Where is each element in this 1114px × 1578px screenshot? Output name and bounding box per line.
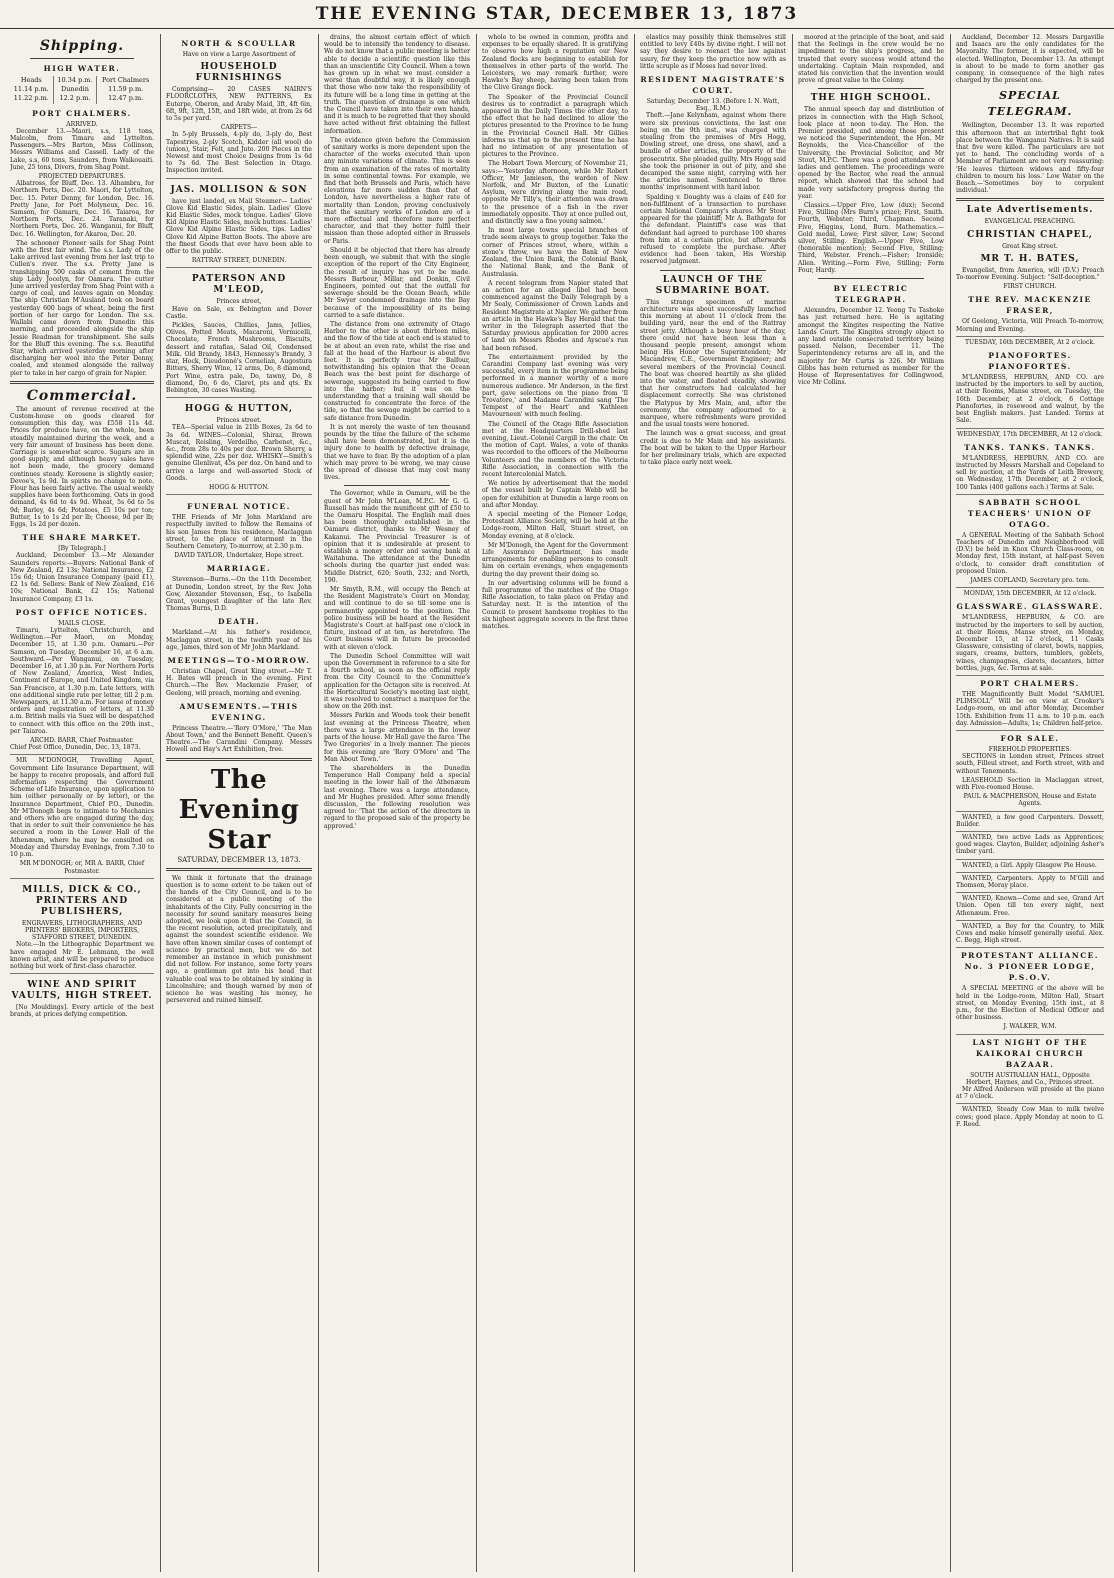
news-paragraph: A recent telegram from Napier stated that an action for an alleged libel had been commenced against the Daily Telegraph by a Mr Sealy, Commissioner of Crown Lands and Resident Magistrate at Napier. We gather from an article in the Hawke's Bay Herald that the writer in the Telegraph asserted that the Saturday previous application for 2000 acres of land on Messrs Rhodes and Ayscue's run had been refused. — [482, 279, 628, 352]
fraser-heading: THE REV. MACKENZIE FRASER, — [968, 295, 1092, 316]
page-columns — [10, 34, 1104, 1572]
column-rule — [476, 34, 477, 1572]
glassware-heading: GLASSWARE. GLASSWARE. — [956, 602, 1104, 612]
auction-text: M'LANDRESS, HEPBURN, & CO. are instructed by the importers to sell by auction, at their Rooms, Manse street, on Monday, December 15, at 12 o'clock, 11 Casks Glassware, consisting of claret, bowls, nappies, sugars, creams, butters, tumblers, goblets, wines, champagnes, clarets, decanters, bitter bottles, jugs, &c. Terms at sale. — [956, 614, 1104, 672]
divider — [30, 58, 134, 59]
sabbath-heading: SABBATH SCHOOL TEACHERS' UNION OF OTAGO. — [956, 494, 1104, 530]
paterson-sub: Princes street, — [216, 298, 262, 306]
post-text: Timaru, Lyttelton, Christchurch, and Wellington.—Per Maori, on Monday, December 15, at 1.30 p.m. Oamaru.—Per Samson, on Tuesday, December 16, at 6 a.m. Southward.—Per Wanganui, on Tuesday, December 16, at 1.30 p.m. For Northern Ports of New Zealand, America, West Indies, Continent of Europe, and United Kingdom, via San Francisco, at 1.30 p.m. Late letters, with one additional single rate per letter, till 2 p.m. Newspapers, at 11.30 a.m. For issue of money orders and registration of letters, at 11.30 a.m. British mails via Suez will be despatched to connect with this office on the 29th inst., per Taiaroa. — [10, 627, 154, 735]
arrived-label: ARRIVED. — [66, 120, 98, 128]
special-telegram-heading: SPECIAL TELEGRAM. — [987, 89, 1073, 119]
hogg-heading: HOGG & HUTTON, — [184, 404, 294, 415]
meetings-heading: MEETINGS—TO-MORROW. — [167, 655, 311, 665]
bazaar-heading: LAST NIGHT OF THE KAIKORAI CHURCH BAZAAR. — [956, 1034, 1104, 1070]
sections-text: SECTIONS in London street, Princes street south, Filleul street, and Forth street, with and without Tenements. — [956, 753, 1104, 775]
protestant-sign: J. WALKER, W.M. — [1003, 1023, 1057, 1031]
tide-cell: 11.14 p.m. — [10, 85, 53, 94]
fraser-text: Of Geelong, Victoria, Will Preach To-morrow, Morning and Evening. — [956, 318, 1104, 333]
hogg-text: TEA—Special value in 21lb Boxes, 2s 6d to 3s 6d. WINES—Colonial, Shiraz, Brown Muscat, Reisling, Verdeilho, Carbenet, &c., &c., from 28s to 40s per doz. Brown Sherry, a splendid wine, 22s per doz. WHISKY—Smith's genuine Glenlivat, 45s per doz. On hand and to arrive a large and well-assorted Stock of Goods. — [166, 424, 312, 482]
marriage-heading: MARRIAGE. — [206, 564, 272, 574]
rm-court-text: Spalding v. Doughty was a claim of £40 for non-fulfilment of a transaction to purchase certain National Company's shares. Mr Stout appeared for the plaintiff; Mr A. Bathgate for the defendant. Plaintiff's case was that defendant had agreed to purchase 100 shares from him at a certain price, but afterwards refused to complete the purchase. After evidence had been taken, His Worship reserved judgment. — [640, 193, 786, 266]
divider — [344, 485, 450, 486]
evangelical-heading: EVANGELICAL PREACHING. — [984, 218, 1076, 226]
article-paragraph: drains, the almost certain effect of which would be to intensify the tendency to disease. We do not know that a public meeting is better able to decide a scientific question like this than an unscientific City Council. When a town has grown up in what we must consider a worse than doubtful way, it is likely enough that those who now take the responsibility of its future will be a long time in getting at the truth. The question of drainage is one which the Council have taken into their own hands, and it is much to be regretted that they should have acted without first obtaining the fullest information. — [324, 34, 470, 135]
mollison-text: have just landed, ex Mail Steamer— Ladies' Glove Kid Elastic Sides, plain. Ladies' Glove Kid Elastic Sides, mock tongue. Ladies' Glove Kid Alpine Elastic Sides, mock buttons. Ladies' Glove Kid Alpine Elastic Sides, tips. Ladies' Glove Kid Alpine Button Boots. The above are the finest Goods that ever have been able to offer to the public. — [166, 197, 312, 256]
mdonogh-sign: MR M'DONOGH; or, MR A. BARR, Chief Postmaster. — [19, 860, 145, 875]
divider — [818, 88, 924, 89]
funeral-heading: FUNERAL NOTICE. — [187, 502, 291, 512]
tanks-heading: TANKS. TANKS. TANKS. — [964, 442, 1096, 452]
mills-note: Note.—In the Lithographic Department we have engaged Mr E. Lehmann, the well known artist, and will be prepared to produce nothing but work of first-class character. — [10, 941, 154, 970]
tuesday-sale: TUESDAY, 16th DECEMBER, At 2 o'clock. — [956, 336, 1104, 346]
tide-cell: Dunedin — [53, 85, 97, 94]
wanted-ad: WANTED, Steady Cow Man to milk twelve cows; good place. Apply Monday at noon to G. F. Reed. — [956, 1103, 1104, 1128]
article-paragraph: It is not merely the waste of ten thousand pounds by the time the failure of the scheme shall have been demonstrated, but it is the injury done to health by defective drainage, that we have to fear. By the adoption of a plan which may prove to be wrong, we may cause the spread of disease that may cost many lives. — [324, 423, 470, 482]
protestant-heading: PROTESTANT ALLIANCE. No. 3 PIONEER LODGE, P.S.O.V. — [956, 947, 1104, 983]
column-7 — [956, 34, 1104, 1572]
monday-sale: MONDAY, 15th DECEMBER, At 12 o'clock. — [956, 587, 1104, 597]
scoullar-heading: NORTH & SCOULLAR — [181, 39, 297, 48]
news-paragraph: Mr M'Donogh, the Agent for the Government Life Assurance Department, has made arrangements for enabling persons to consult him on certain evenings, when engagements during the day prevent their doing so. — [482, 541, 628, 578]
agent-sign: PAUL & MACPHERSON, House and Estate Agents. — [963, 793, 1097, 808]
tide-cell: Heads — [10, 76, 53, 85]
tide-cell: 11.59 p.m. — [108, 85, 144, 94]
rm-court-text: Theft.—Jane Kelynham, against whom there were six previous convictions, the last one being on the 9th inst., was charged with stealing from the premises of Mrs Hogg, Dowling street, one dress, one shawl, and a bundle of other articles, the property of the prosecutrix. She pleaded guilty. Mrs Hogg said she took the prisoner in out of pity, and she decamped the same night, carrying with her the articles named. Sentenced to three months' imprisonment with hard labor. — [640, 112, 786, 192]
marriage-text: Stevenson—Burns.—On the 11th December, at Dunedin, London street, by the Rev. John Gow, Alexander Stevenson, Esq., to Isabella Grant, youngest daughter of the late Rev. Thomas Burns, D.D. — [166, 576, 312, 613]
telegraph-text: Auckland, December 12. Messrs Dargaville and Isaacs are the only candidates for the Mayoralty. The former, it is expected, will be elected. Wellington, December 13. An attempt is about to be made to form another gas company, in consequence of the high rates charged by the present one. — [956, 34, 1104, 85]
launch-text: This strange specimen of marine architecture was about successfully launched this morning at about 11 o'clock from the building yard, near the end of the Rattray street jetty. Although a busy hour of the day, there could not have been less than a thousand people present, amongst whom being His Honor the Superintendent; Mr Macandrew, C.E., Government Engineer; and several members of the Provincial Council. The boat was cheered heartily as she glided into the water, and floated steadily, showing that her constructors had calculated her displacement correctly. She was christened the Platypus by Mrs Main, and, after the ceremony, the company adjourned to a marquee, where refreshments were provided and the usual toasts were honored. — [640, 298, 786, 429]
column-rule — [792, 34, 793, 1572]
late-ads-heading: Late Advertisements. — [966, 205, 1094, 216]
mollison-addr: RATTRAY STREET, DUNEDIN. — [191, 257, 287, 265]
article-paragraph: The distance from one extremity of Otago Harbor to the other is about thirteen miles, and the flow of the tide at each end is stated to be at about an even rate, whilst the rise and fall at the head of the Harbour is about five feet. It is perfectly true Mr Balfour, notwithstanding his opinion that the Ocean Beach was the best point for discharge of sewerage, suggested its being carried to flow into the harbor; but it was on the understanding that a training wall should be constructed to concentrate the force of the tide, so that the sewage might be carried to a safe distance from Dunedin. — [324, 320, 470, 422]
banner-date: SATURDAY, DECEMBER 13, 1873. — [177, 855, 301, 864]
chapel-sub: Great King street. — [1002, 242, 1058, 250]
column-4 — [482, 34, 628, 1572]
plimsoll-text: THE Magnificently Built Model "SAMUEL PLIMSOLL" Will be on view at Crooker's Lodge-room, on and after Monday, December 15th. Exhibition from 11 a.m. to 10 p.m. each day. Admission—Adults, 1s; Children half-price. — [956, 690, 1104, 727]
paterson-list: Pickles, Sauces, Chillies, Jams, Jellies, Olives, Potted Meats, Macaroni, Vermicelli, Chocolate, French Mushrooms, Biscuits, dessert and ratafias, Salad Oil, Condensed Milk. Old Brandy, 1843, Hennessy's Brandy, 3 star, Hock, Dieudonné's Cornelian, Augostura Bitters, Sherry Wine, 12 arms, Do, 8 diamond, Port Wine, extra pale, Do, tawny, Do, 8 diamond, Do, 6 do, Claret, pts and qts. Ex Bebington, 30 cases Wasting. — [166, 322, 312, 394]
news-paragraph: The Governor, while in Oamaru, will be the guest of Mr John M'Lean, M.P.C. Mr G. G. Russell has made the munificent gift of £50 to the Oamaru Hospital. The English mail dues has been thoroughly established in the Oamaru district, thanks to Mr Wesney of Kakanui. The Provincial Treasurer is of opinion that it is undesirable at present to establish a money order and saving bank at Waitahuna. The attendance at the Dunedin schools during the quarter just ended was: Middle District, 620; South, 232; and North, 190. — [324, 490, 470, 584]
prize-list: Classics.—Upper Five, Low (dux); Second Five, Stilling (Mrs Burn's prize); First, Smith. Fourth, Webster; Third, Chapman. Second Five, Higgins, Lond, Burn. Mathematics.—Gold medal, Lowe; First silver, Low; Second silver, Stilling. English.—Upper Five, Low (honorable mention); Second Five, Stilling; Third, Webster. French.—Fisher; Ironside; Allen. Writing.—Form Five, Stilling; Form Four, Hardy. — [798, 202, 944, 274]
tide-cell: 10.34 p.m. — [53, 76, 97, 85]
mdonogh-ad — [10, 754, 154, 874]
share-sub: [By Telegraph.] — [58, 545, 106, 553]
wanted-ad: WANTED, a Boy for the Country, to Milk Cows and make himself generally useful. Alex. C. Begg, High street. — [956, 920, 1104, 945]
share-heading: THE SHARE MARKET. — [22, 533, 142, 543]
news-paragraph: The Council of the Otago Rifle Association met at the Headquarters Drill-shed last evening, Lieut.-Colonel Cargill in the chair. On the motion of Capt. Wales, a vote of thanks was recorded to the officers of the Melbourne Volunteers and the members of the Victoria Rifle Association, in connection with the recent Intercolonial Match. — [482, 420, 628, 478]
shipping-news: The schooner Pioneer sails for Shag Point with the first fair wind. The s.s. Lady of the Lake arrived last evening from her last trip to Cullen's river. The s.s. Pretty Jane is transhipping 500 casks of cement from the ship Lady Jocelyn, for Oamaru. The cutter June arrived yesterday from Shag Point with a cargo of coal, and leaves again on Monday. The ship Christian M'Ausland took on board yesterday 600 bags of wheat, being the first portion of her cargo for London. The s.s. Wallabi came down from Dunedin this morning, and proceeded alongside the ship Jessie Readman for transhipment. She sails for the Bluff this evening. The s.s. Beautiful Star, which arrived yesterday morning after discharging her wool into the Peter Denny, coaled, and steamed alongside the railway pier to take in her cargo of grain for Napier. — [10, 239, 154, 377]
projected-text: Albatross, for Bluff, Dec. 13. Alhambra, for Northern Ports, Dec. 20. Maori, for Lyttelton, Dec. 15. Peter Denny, for London, Dec. 16. Pretty Jane, for Port Molyneux, Dec. 16. Samson, for Oamaru, Dec. 16. Taiaroa, for Northern Ports, Dec. 24. Taranaki, for Northern Ports, Dec. 26. Wanganui, for Bluff, Dec. 16. Wellington, for Akaroa, Dec. 20. — [10, 180, 154, 238]
sabbath-text: A GENERAL Meeting of the Sabbath School Teachers of Dunedin and Neighborhood will (D.V.) be held in Knox Church Class-room, on Monday first, 15th instant, at half-past Seven o'clock, to consider draft constitution of proposed Union. — [956, 531, 1104, 575]
article-paragraph: Should it be objected that there has already been enough, we submit that with the single exception of the report of the City Engineer, the result of inquiry has yet to be made. Messrs Barbour, Millar, and Donkin, Civil Engineers, pointed out that the outfall for sewerage should be the Ocean Beach, while Mr Swyer condemned drainage into the Bay because of the impossibility of its being carried to a safe distance. — [324, 246, 470, 319]
commercial-text: The amount of revenue received at the Custom-house on goods cleared for consumption this day, was £558 11s 4d. Prices for produce have, on the whole, been steadily maintained during the week, and a very fair amount of business has been done. Carriage is somewhat scarce. Sugars are in good supply, and although heavy sales have not been made, the grocery demand continues steady. Kerosene is slightly easier; Devoe's, 1s 9d. In spirits no change to note. Flour has been fairly active. The usual weekly supplies have been forthcoming. Oats in good demand, 4s 6d to 4s 9d. Wheat, 5s 6d to 5s 9d; Barley, 4s 6d; Potatoes, £5 10s per ton; Butter, 1s to 1s 2d per lb; Cheese, 9d per lb; Eggs, 1s 2d per dozen. — [10, 405, 154, 528]
divider — [166, 868, 312, 871]
paterson-text: Have on Sale, ex Bebington and Dover Castle. — [166, 305, 312, 320]
article-paragraph: The evidence given before the Commission of sanitary works is more dependent upon the character of the works executed than upon any minute variations of climate. This is seen from an examination of the rates of mortality in some continental towns. For example, we find that both Brussels and Paris, which have elevations far more sudden than that of London, have nevertheless a higher rate of mortality than London, proving conclusively that the sanitary works of London are of a more effectual and therefore more perfect character, and that they better fulfil their mission than those adopted either in Brussels or Paris. — [324, 136, 470, 245]
post-sign: ARCHD. BARR, Chief Postmaster. — [30, 737, 134, 745]
telegraph-text: Alexandra, December 12. Yeong Tu Tashoke has just returned here. He is agitating amongst the Kingites respecting the Native Lands Court. The Kingites strongly object to any land outside consecrated territory being passed. Nelson, December 11. The Superintendency returns are all in, and the majority for Mr Curtis is 326. Mr William Gibbs has been returned as member for the House of Representatives for Collingwood, vice Mr Collins. — [798, 307, 944, 387]
funeral-sign: DAVID TAYLOR, Undertaker, Hope street. — [174, 552, 304, 560]
post-heading: POST OFFICE NOTICES. — [15, 607, 149, 617]
paper-banner: The Evening Star — [178, 764, 300, 855]
carpets-text: In 5-ply Brussels, 4-ply do, 3-ply do, Best Tapestries, 2-ply Scotch, Kidder (all wool) do (union), Stair, Felt, and Jute. 200 Pieces in the Newest and most Choice Designs from 1s 6d to 7s 6d. The Best Selection in Otago. Inspection invited. — [166, 131, 312, 175]
column-3 — [324, 34, 470, 1572]
arrived-text: December 13.—Maori, s.s, 118 tons, Malcolm, from Timaru and Lyttelton. Passengers.—Mrs Barton, Miss Collinson, Messrs Williams and Cassell. Lady of the Lake, s.s, 60 tons, Saunders, from Waikouaiti. June, 25 tons, Divers, from Shag Point. — [10, 127, 154, 171]
paterson-ad — [166, 267, 312, 394]
carpets-heading: CARPETS— — [220, 124, 258, 132]
wanted-ad: WANTED, a Girl. Apply Glasgow Pie House. — [956, 859, 1104, 869]
death-heading: DEATH. — [218, 617, 260, 627]
rm-court-heading: RESIDENT MAGISTRATE'S COURT. — [640, 75, 786, 96]
chapel-heading: CHRISTIAN CHAPEL, — [967, 229, 1093, 240]
mills-heading: MILLS, DICK & CO., PRINTERS AND PUBLISHERS, — [22, 884, 142, 917]
special-telegram-text: Wellington, December 13. It was reported this afternoon that an intertribal fight took place between the Wanganui Natives. It is said that five were killed. The particulars are not yet to hand. The concluding words of a Member of Parliament are not very reassuring: 'He leaves thirteen widows and fifty-four children to mourn his loss.' Low Water on the Beach.—'Sometimes boy to corpulent individual.' — [956, 122, 1104, 195]
hogg-sign: HOGG & HUTTON. — [209, 483, 269, 491]
scoullar-sub: Have on view a Large Assortment of — [182, 51, 296, 58]
amusements-text: Princess Theatre.—'Rory O'More,' 'The Man About Town,' and the Bennett Benefit. Queen's Theatre.—The Carandini Company. Messrs Howell and Hay's Art Exhibition, free. — [166, 724, 312, 754]
news-paragraph: In most large towns special branches of trade seem always to group together. Take the corner of Princes street, where, within a stone's throw, we have the Bank of New Zealand, the Union Bank, the Colonial Bank, the National Bank, and the Bank of Australasia. — [482, 227, 628, 278]
news-paragraph: The Hobart Town Mercury, of November 21, says:—'Yesterday afternoon, while Mr Robert Officer, Mr Jamieson, the warden of New Norfolk, and Mr Buxton, of the Lunatic Asylum, were driving along the main road, opposite Mr Tilly's, their attention was drawn to the presence of a fish in the river immediately opposite. They at once pulled out, and distinctly saw a fine young salmon.' — [482, 160, 628, 226]
news-paragraph: elastics may possibly think themselves still entitled to levy £40s by divine right. I will not say they desire to reenact the law against usury, for they keep the practice now with as little scruple as if Moses had never lived. — [640, 34, 786, 70]
news-paragraph: The Dunedin School Committee will wait upon the Government in reference to a site for a fourth school, as soon as the official reply from the City Council to the Committee's application for the Octagon site is received. At the Horticultural Society's meeting last night, it was resolved to construct a marquee for the show on the 26th inst. — [324, 652, 470, 711]
hogg-ad — [166, 397, 312, 491]
rm-court-sub: Saturday, December 13. (Before I. N. Watt, Esq., R.M.) — [646, 98, 780, 113]
bates-text: Evangelist, from America, will (D.V.) Preach To-morrow Evening. Subject: "Self-deception." — [956, 266, 1104, 282]
news-paragraph: The shareholders in the Dunedin Temperance Hall Company held a special meeting in the lower hall of the Athenæum last evening. There was a large attendance, and Mr Hughes presided. After some friendly discussion, the following resolution was agreed to: 'That the action of the directors in regard to the proposed sale of the property be approved.' — [324, 764, 470, 830]
telegraph-heading: BY ELECTRIC TELEGRAPH. — [833, 284, 909, 305]
divider — [818, 278, 924, 279]
tide-cell: 12.47 p.m. — [108, 94, 144, 103]
amusements-heading: AMUSEMENTS.—THIS EVENING. — [179, 701, 299, 722]
auction-text: M'LANDRESS, HEPBURN, AND CO. are instructed by the importers to sell by auction, at their Rooms, Manse street, on Tuesday, the 16th December, at 2 o'clock, 6 Cottage Pianofortes, in rosewood and walnut, by the best English makers. Just Landed. Terms at Sale. — [956, 374, 1104, 425]
news-paragraph: We notice by advertisement that the model of the vessel built by Captain Webb will be open for exhibition at Dunedin a large room on and after Monday. — [482, 480, 628, 509]
column-1 — [10, 34, 154, 1572]
news-paragraph: A special meeting of the Pioneer Lodge, Protestant Alliance Society, will be held at the Lodge-room, Milton Hall, Stuart street, on Monday evening, at 8 o'clock. — [482, 511, 628, 540]
wanted-ad: WANTED, a few good Carpenters. Dossett, Builder. — [956, 811, 1104, 828]
house-heading: HOUSEHOLD FURNISHINGS — [195, 62, 283, 84]
news-paragraph: Messrs Parkin and Woods took their benefit last evening at the Princess Theatre, when there was a large attendance in the lower parts of the house. Mr Hall gave the farce 'The Two Gregories' in a lively manner. The pieces for this evening are 'Rory O'More' and 'The Man About Town.' — [324, 712, 470, 763]
sabbath-sign: JAMES COPLAND, Secretary pro. tem. — [970, 576, 1090, 584]
column-5 — [640, 34, 786, 1572]
news-paragraph: In our advertising columns will be found a full programme of the matches of the Otago Rifle Association, to take place on Friday and Saturday next. It is the intention of the Council to present handsome trophies to the six highest aggregate scorers in the first three matches. — [482, 579, 628, 631]
auction-text: M'LANDRESS, HEPBURN, AND CO. are instructed by Messrs Marshall and Copeland to sell by auction, at the Yards of Leith Brewery, on Wednesday, 17th December, at 2 o'clock, 100 Tanks (400 gallons each.) Terms at Sale. — [956, 454, 1104, 491]
launch-heading: LAUNCH OF THE SUBMARINE BOAT. — [655, 274, 771, 296]
for-sale-heading: FOR SALE. — [956, 730, 1104, 744]
mollison-ad — [166, 178, 312, 265]
news-paragraph: Mr Smyth, R.M., will occupy the Bench at the Resident Magistrate's Court on Monday, and will continue to do so till some one is permanently appointed to the position. The police business will be heard at the Resident Magistrate's Court at half-past one o'clock in future, instead of at ten, as heretofore. The Court business will in future be proceeded with at eleven o'clock. — [324, 586, 470, 651]
newspaper-title: THE EVENING STAR, DECEMBER 13, 1873 — [315, 4, 799, 24]
divider — [10, 381, 154, 384]
tide-cell: 12.2 p.m. — [53, 94, 97, 103]
column-rule — [634, 34, 635, 1572]
house-text: Comprising— 20 CASES NAIRN'S FLOORCLOTHS, NEW PATTERNS, Ex Euterpe, Oberon, and Araby Maid, 3ft, 4ft 6in, 6ft, 9ft, 12ft, 15ft, and 18ft wide, at from 2s 6d to 5s per yard. — [166, 86, 312, 123]
pianos-heading: PIANOFORTES. PIANOFORTES. — [988, 351, 1072, 372]
wednesday-sale: WEDNESDAY, 17th DECEMBER, At 12 o'clock. — [956, 428, 1104, 438]
tide-cell: 11.22 p.m. — [10, 94, 53, 103]
mdonogh-text: MR M'DONOGH, Travelling Agent, Government Life Insurance Department, will be happy to receive proposals, and afford full information respecting the Government Scheme of Life Insurance, upon application to him (either personally or by letter), or the Insurance Department, Chief P.O., Dunedin. Mr M'Donogh begs to intimate to Mechanics and others who are engaged during the day, that in order to suit their convenience he has secured a room in the Lower Hall of the Athenæum, where he may be consulted on Monday and Thursday Evenings, from 7.30 to 10 p.m. — [10, 757, 154, 859]
news-paragraph: moored at the principle of the boat, and said that the feelings in the crew would be no impediment to the ship's progress, and he trusted that every success would attend the undertaking. Captain Main responded, and stated his conviction that the invention would prove of great value to the Colony. — [798, 34, 944, 85]
wine-text: [No Mouldings]. Every article of the best brands, at prices defying competition. — [10, 1004, 154, 1019]
protestant-text: A SPECIAL MEETING of the above will be held in the Lodge-room, Milton Hall, Stuart street, on Monday Evening, 15th inst., at 8 p.m., for the Election of Medical Officer and other business. — [956, 985, 1104, 1022]
projected-label: PROJECTED DEPARTURES. — [38, 173, 126, 181]
news-paragraph: The entertainment provided by the Carandini Company last evening was very successful, every item in the programme being performed in a manner worthy of a more numerous audience. Mr Anderson, in the first part, gave selections on the piano from 'Il Trovatore,' and Madame Carandini sang 'The Tempest of the Heart' and 'Kathleen Mavourneen' with much feeling. — [482, 353, 628, 419]
tide-cell: Port Chalmers — [101, 76, 150, 84]
bates-heading: MR T. H. BATES, — [980, 253, 1080, 264]
port-chalmers-heading: PORT CHALMERS. — [956, 675, 1104, 689]
wanted-ad: WANTED, Known—Come and see, Grand Art Union. Open till ten every night, next Athenæum. Free. — [956, 892, 1104, 917]
share-text: Auckland, December 13.—Mr Alexander Saunders reports:—Buyers: National Bank of New Zealand, £2 13s; National Insurance, £2 15s 6d; Union Insurance Company (paid £1), £2 1s 6d. Sellers: Bank of New Zealand, £16 10s; National Bank, £2 15s; National Insurance Company, £3 1s. — [10, 552, 154, 603]
post-date: Chief Post Office, Dunedin, Dec. 13, 1873. — [10, 744, 141, 752]
mills-ad — [10, 878, 154, 970]
wine-ad — [10, 973, 154, 1018]
column-6 — [798, 34, 944, 1572]
paterson-heading: PATERSON AND M'LEOD, — [191, 274, 287, 296]
divider — [660, 270, 766, 271]
high-school-text: The annual speech day and distribution of prizes in connection with the High School, took place at noon to-day. The Hon. the Premier presided, and among those present we noticed the Superintendent, the Hon. Mr Reynolds, the Vice-Chancellor of the University, the Provincial Solicitor, and Mr Stout, M.P.C. There was a good attendance of ladies and gentlemen. The proceedings were opened by the Rector, who read the annual report, which showed that the school had made very satisfactory progress during the year. — [798, 106, 944, 200]
meetings-text: Christian Chapel, Great King street.—Mr T. H. Bates will preach in the evening. First Church.—The Rev. Mackenzie Fraser, of Geelong, will preach, morning and evening. — [166, 667, 312, 697]
port-heading: PORT CHALMERS. — [32, 108, 132, 118]
divider — [956, 198, 1104, 201]
commercial-heading: Commercial. — [26, 387, 138, 404]
column-rule — [950, 34, 951, 1572]
launch-text: The launch was a great success, and great credit is due to Mr Main and his assistants. The boat will be taken to the Upper Harbour for her preliminary trials, which are expected to take place early next week. — [640, 430, 786, 467]
freehold-heading: FREEHOLD PROPERTIES. — [988, 745, 1072, 753]
funeral-text: THE Friends of Mr John Markland are respectfully invited to follow the Remains of his son James from his residence, Maclaggan street, to the place of interment in the Southern Cemetery, To-morrow, at 2.30 p.m. — [166, 514, 312, 550]
masthead — [0, 2, 1114, 29]
editorial-text: We think it fortunate that the drainage question is to some extent to be taken out of the hands of the City Council, and is to be considered at a public meeting of the inhabitants of the City. Fully concurring in the necessity for sound sanitary measures being adopted, we look upon it that the Council, in the recent resolution, acted precipitately, and against the soundest scientific evidence. We have often known similar cases of contempt of science by practical men, but we do not remember an instance in which punishment did not follow. For instance, some forty years ago, a gentleman got into his head that valuable coal was to be obtained by sinking in Lincolnshire; and though warned by men of science he was wasting his money, he persevered and ruined himself. — [166, 874, 312, 1005]
first-church-heading: FIRST CHURCH. — [1003, 283, 1057, 291]
death-text: Markland.—At his father's residence, Maclaggan street, in the twelfth year of his age, James, third son of Mr John Markland. — [166, 629, 312, 651]
high-school-heading: THE HIGH SCHOOL. — [810, 93, 932, 104]
shipping-heading: Shipping. — [39, 38, 125, 54]
mills-sub: ENGRAVERS, LITHOGRAPHERS, AND PRINTERS' BROKERS, IMPORTERS, STAFFORD STREET, DUNEDIN. — [21, 919, 143, 942]
wanted-ad: WANTED, Carpenters. Apply to M'Gill and Thomson, Moray place. — [956, 872, 1104, 889]
column-2 — [166, 34, 312, 1572]
wine-heading: WINE AND SPIRIT VAULTS, HIGH STREET. — [11, 980, 153, 1002]
leasehold-text: LEASEHOLD Section in Maclaggan street, with Five-roomed House. — [956, 776, 1104, 791]
divider — [166, 758, 312, 761]
post-sub: MAILS CLOSE. — [58, 619, 106, 627]
hogg-sub: Princes street. — [216, 417, 262, 425]
news-paragraph: The Speaker of the Provincial Council desires us to contradict a paragraph which appeared in the Daily Times the other day, to the effect that he had declined to allow the pictures presented to the Province to be hung in the Provincial Council Hall. Mr Gillies informs us that up to the present time he has had no intimation of any presentation of pictures to the Province. — [482, 93, 628, 159]
news-paragraph: whole to be owned in common, profits and expenses to be equally shared. It is gratifying to observe how high a reputation our New Zealand flocks are beginning to establish for themselves in other parts of the world. The Leicesters, we may remark further, were Hawke's Bay sheep, having been taken from the Clive Grange flock. — [482, 34, 628, 92]
column-rule — [160, 34, 161, 1572]
funeral-notice — [166, 494, 312, 559]
hall-text: SOUTH AUSTRALIAN HALL, Opposite Herbert, Haynes, and Co., Princes street. — [966, 1071, 1094, 1086]
highwater-heading: HIGH WATER. — [43, 64, 121, 73]
column-rule — [318, 34, 319, 1572]
anderson-text: Mr Alfred Anderson will preside at the piano at 7 o'clock. — [956, 1086, 1104, 1101]
mollison-heading: JAS. MOLLISON & SON — [170, 184, 308, 195]
wanted-ad: WANTED, two active Lads as Apprentices; good wages. Clayton, Builder, adjoining Asher's timber yard. — [956, 831, 1104, 856]
tide-table — [10, 76, 154, 104]
